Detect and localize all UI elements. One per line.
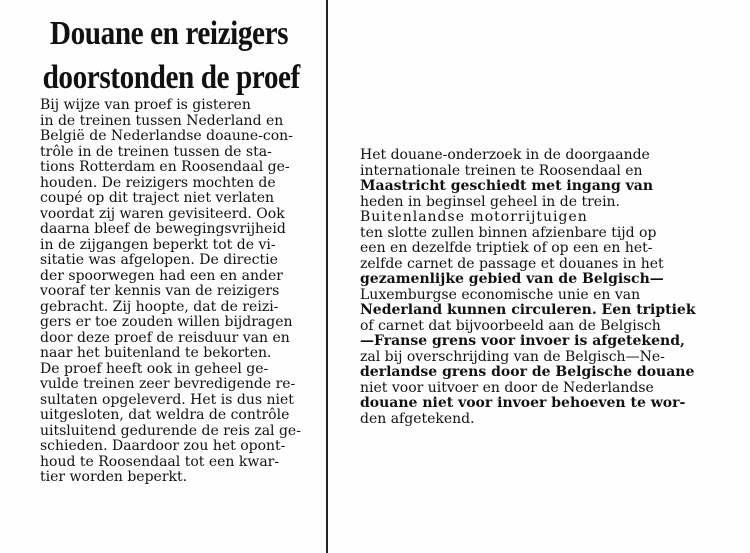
left-article-text (22, 98, 316, 486)
right-p2-line-8: of carnet dat bijvoorbeeld aan de Belgisch (360, 317, 661, 334)
right-article-text (342, 148, 738, 427)
right-paragraph-2 (342, 210, 738, 427)
left-p1-line-14: gebracht. Zij hoopte, dat de reizi- (40, 298, 279, 315)
right-p2-line-12: niet voor uitvoer en door de Nederlandse (360, 379, 654, 396)
left-p1-line-10: in de zijgangen beperkt tot de vi- (40, 236, 276, 253)
left-p1-line-11: sitatie was afgelopen. De directie (40, 252, 278, 268)
left-p2-line-4: uitgesloten, dat weldra de contrôle (40, 407, 290, 423)
headline-line-2: doorstonden de proef (42, 59, 300, 96)
left-p1-line-3: België de Nederlandse doaune-con- (40, 128, 293, 144)
right-p2-line-1: Buitenlandse motorrijtuigen (360, 209, 588, 225)
right-p2-line-6: Luxemburgse economische unie en van (360, 286, 641, 303)
left-p1-line-8: voordat zij waren gevisiteerd. Ook (40, 205, 285, 222)
right-p2-line-4: zelfde carnet de passage et douanes in het (360, 255, 664, 272)
left-p1-line-7: coupé op dit traject niet verlaten (40, 190, 275, 206)
left-p1-line-12: der spoorwegen had een en ander (40, 267, 283, 284)
left-p1-line-6: houden. De reizigers mochten de (40, 174, 276, 191)
right-p1-line-4: heden in beginsel geheel in de trein. (360, 193, 621, 210)
right-p2-line-10: zal bij overschrijding van de Belgisch—Ne- (360, 348, 665, 365)
right-p2-line-3: een en dezelfde triptiek of op een en het- (360, 240, 653, 256)
left-p2-line-7: houd te Roosendaal tot een kwar- (40, 453, 280, 470)
left-p2-line-3: sultaten opgeleverd. Het is dus niet (40, 391, 294, 408)
left-p1-line-13: vooraf ter kennis van de reizigers (40, 283, 280, 299)
right-paragraph-1 (342, 148, 738, 210)
left-p1-line-15: gers er toe zouden willen bijdragen (40, 314, 293, 330)
left-p2-line-8: tier worden beperkt. (40, 469, 188, 485)
right-p1-line-2: internationale treinen te Roosendaal en (360, 162, 643, 179)
left-paragraph-1 (22, 98, 316, 362)
right-column (342, 12, 738, 542)
headline-line-1: Douane en reizigers (49, 15, 289, 52)
right-p2-line-7: Nederland kunnen circuleren. Een triptiek (360, 302, 696, 318)
left-p1-line-5: tions Rotterdam en Roosendaal ge- (40, 159, 290, 175)
column-divider (326, 0, 328, 553)
left-p2-line-1: De proef heeft ook in geheel ge- (40, 360, 269, 377)
left-paragraph-2 (22, 362, 316, 486)
right-p2-line-5: gezamenlijke gebied van de Belgisch— (360, 271, 664, 287)
right-p2-line-9: —Franse grens voor invoer is afgetekend, (360, 333, 685, 349)
left-p1-line-9: daarna bleef de bewegingsvrijheid (40, 221, 286, 237)
right-p1-line-3: Maastricht geschiedt met ingang van (360, 178, 654, 194)
headline (42, 12, 300, 100)
right-p1-line-1: Het douane-onderzoek in de doorgaande (360, 147, 650, 163)
left-p2-line-2: vulde treinen zeer bevredigende re- (40, 376, 296, 392)
left-p1-line-2: in de treinen tussen Nederland en (40, 112, 284, 129)
left-p1-line-4: trôle in de treinen tussen de sta- (40, 143, 272, 160)
left-p1-line-16: door deze proef de reisduur van en (40, 329, 290, 346)
left-p1-line-17: naar het buitenland te bekorten. (40, 345, 272, 361)
left-p2-line-5: uitsluitend gedurende de reis zal ge- (40, 422, 301, 439)
left-p1-line-1: Bij wijze van proef is gisteren (40, 97, 251, 113)
right-p2-line-14: den afgetekend. (360, 410, 475, 427)
left-column (22, 12, 316, 542)
left-p2-line-6: schieden. Daardoor zou het opont- (40, 438, 286, 454)
right-p2-line-11: derlandse grens door de Belgische douane (360, 364, 695, 380)
right-p2-line-2: ten slotte zullen binnen afzienbare tijd op (360, 224, 657, 241)
right-p2-line-13: douane niet voor invoer behoeven te wor- (360, 395, 686, 411)
